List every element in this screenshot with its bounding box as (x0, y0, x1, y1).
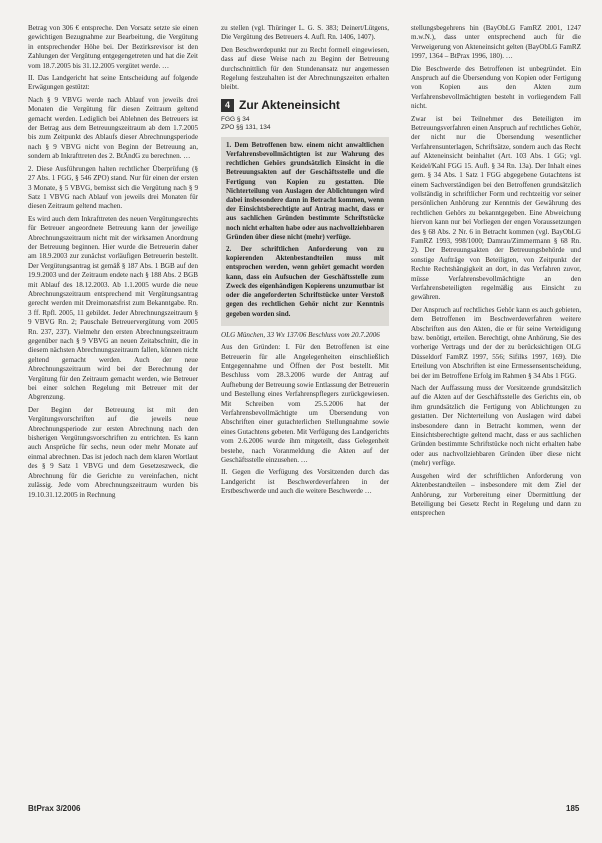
text-column-right (411, 24, 581, 522)
paragraph: Nach der Auffassung muss der Vorsitzende grundsätzlich auf die Akten auf der Geschäftsstelle des Gerichts ein, ob ihm grundsätzlich die Fertigung von Ablichtungen zu gestatten. Der Nichterteilung von Auslagen wird dabei insbesondere dann in Betracht kommen, wenn der Einsichtsberechtigte geltend macht, dass er aus sachlichen Gründen bestimmte Schriftstücke noch nicht erhalten habe oder aus nachvollziehbaren Gründen über diese nicht (mehr) verfüge. (411, 384, 581, 468)
journal-issue: BtPrax 3/2006 (28, 804, 81, 813)
text-column-left (28, 24, 198, 503)
paragraph: Es wird auch dem Inkrafttreten des neuen Vergütungsrechts für Betreuer angeordnete Betreuung kann der jeweilige Abrechnungszeitraum nicht mit der wirksamen Anordnung der Betreuung beginnen. Hier wurde die Betreuerin daher am 18.9.2003 zur zunächst vorläufigen Betreuerin bestellt. Der Vergütungsantrag ist gemäß § 187 Abs. 1 BGB auf den 19.9.2003 und der Zeitraum endete nach § 188 Abs. 2 BGB mit Ablauf des 18.12.2003. Ab 1.1.2005 wurde die neue Abrechnungszeitraum entsprechend mit Vergütungsantrag gerecht werden mit Dreimonatsfrist zum Bekanntgabe. Rn. 3 ff. Rpfl. 2005, 11 gebildet. Jeder Abrechnungszeitraum § 9 VBVG Rn. 2; Pauschale Betreuervergütung vom 2005 Rn. 237, 237). Vielmehr den ersten Abrechnungszeitraum gegenüber nach § 9 VBVG an neuen Zeitabschnitt, die in diesem nächsten Abrechnungszeitraum fallen, können nicht geltend gemacht werden. Auch der neue Abrechnungszeitraum wird bei der Berechnung der Vergütung für den Zeitraum gemacht werden, wie Betreuer bei einer solchen Regelung mit Betreuer mit der Abgrenzung. (28, 214, 198, 402)
paragraph: zu stellen (vgl. Thüringer L. G. S. 383; Deinert/Lütgens, Die Vergütung des Betreuers 4. Aufl. Rn. 1406, 1407). (221, 24, 389, 42)
headnote: 2. Der schriftlichen Anforderung von zu kopierenden Aktenbestandteilen muss mit entsprochen werden, wenn gehört gemacht worden kann, dass ein Aufsuchen der Geschäftsstelle zum Zweck des eigenhändigen Kopierens unzumutbar ist oder die angeforderten Schriftstücke unter Verstoß gegen des rechtlichen Gehör nicht zur Kenntnis gegeben worden sind. (226, 245, 384, 318)
section-number: 4 (221, 99, 234, 112)
paragraph: Ausgehen wird der schriftlichen Anforderung von Aktenbestandteilen – insbesondere mit dem Ziel der Anhörung, zur Vorbereitung einer Übermittlung der Beteiligung bei Gesetz Recht in Regelung und dann zu entsprechen (411, 471, 581, 518)
paragraph: 2. Diese Ausführungen halten rechtlicher Überprüfung (§ 27 Abs. 1 FGG, § 546 ZPO) stand. Nur für einen der ersten 3 Monate, § 5 VBVG, bemisst sich die Vergütung nach § 9 Satz 1 VBVG nach Ablauf von jeweils drei Monaten für diesen Zeitraum geltend machen. (28, 164, 198, 211)
statute-ref: FGG § 34 (221, 115, 250, 123)
headnote: 1. Dem Betroffenen bzw. einem nicht anwaltlichen Verfahrensbevollmächtigten ist zur Wahrung des rechtlichen Gehörs grundsätzlich Einsicht in die Betreuungsakten auf der Geschäftsstelle und die Fertigung von Kopien zu gestatten. Die Nichterteilung von Auslagen der Ablichtungen wird dabei insbesondere dann in Betracht kommen, wenn der Einsichtsberechtigte auf Antrag macht, dass er aus sachlichen Gründen bestimmte Schriftstücke noch nicht erhalten habe oder aus nachvollziehbaren Gründen über diese nicht (mehr) verfüge. (226, 140, 384, 241)
statute-references (221, 116, 389, 132)
headnote-box (221, 137, 389, 326)
section-title: Zur Akteneinsicht (239, 97, 340, 112)
page-number: 185 (566, 804, 580, 813)
paragraph: Der Beginn der Betreuung ist mit den Vergütungsvorschriften auf die jeweils neue Abrechnungsperiode zur ersten Abrechnung nach den bisherigen Vergütungsvorschriften zu entrichten. Es kann auch Ansprüche für sechs, neun oder mehr Monate auf einmal abrechnen. Das ist jedoch nach dem klaren Wortlaut des § 9 Satz 1 VBVG und dem Gesetzeszweck, die Abrechnung für die Gerichte zu vereinfachen, nicht zulässig. Jede vom Abrechnungszeitraum wurden bis 19.10.31.12.2005 in Rechnung (28, 405, 198, 499)
decision-source: OLG München, 33 Wx 137/06 Beschluss vom 20.7.2006 (221, 330, 380, 339)
paragraph: II. Gegen die Verfügung des Vorsitzenden durch das Landgericht ist Beschwerdeverfahren in der Erstbeschwerde und auch die weitere Beschwerde … (221, 468, 389, 496)
paragraph: Aus den Gründen: I. Für den Betroffenen ist eine Betreuerin für alle Angelegenheiten einschließlich Entgegennahme und Öffnen der Post bestellt. Mit Beschluss vom 28.3.2006 wurde der Antrag auf Aufhebung der Betreuung sowie Entlassung der Betreuerin und Bestellung eines Verfahrenspflegers zurückgewiesen. Mit Schreiben vom 25.5.2006 hat der Verfahrensbevollmächtigte um Übersendung von Abschriften einer gutachterlichen Stellungnahme sowie eines Gutachtens gebeten. Mit Verfügung des Landgerichts vom 2.6.2006 wurde ihm mitgeteilt, dass Gelegenheit bestehe, nach Voranmeldung die Akten auf der Geschäftsstelle einzusehen. … (221, 343, 389, 464)
paragraph: Den Beschwerdepunkt nur zu Recht formell eingewiesen, dass auf diese Weise nach zu Beginn der Betreuung durchschnittlich für den Stundenansatz nur angemessen Regelung festzuhalten ist der Abrechnungszeiten erhalten bleibt. (221, 45, 389, 92)
paragraph: Die Beschwerde des Betroffenen ist unbegründet. Ein Anspruch auf die Übersendung von Kopien oder Fertigung von Kopien aus den Akten zum Verfahrensbevollmächtigten besteht in vorliegendem Fall nicht. (411, 64, 581, 111)
paragraph: Zwar ist bei Teilnehmer des Beteiligten im Betreuungsverfahren einen Anspruch auf rechtliches Gehör, der nicht nur die Übersendung wesentlicher Verfahrensunterlagen, Schriftsätze, sondern auch das Recht auf Akteneinsicht beinhaltet (Art. 103 Abs. 1 GG; vgl. Keidel/Kahl FGG 15. Aufl. § 34 Rn. 13a). Der Inhalt eines gem. § 34 Abs. 1 Satz 1 FGG abgegebene Gutachtens ist einem Sachverständigen bei den Betroffenen grundsätzlich vollständig in schriftlicher Form und rechtzeitig vor seiner persönlichen Anhörung zur Kenntnis der Gewährung des rechtlichen Gehörs zu bekanntgegeben. Eine Abweichung hiervon kann nur bei Vorliegen der engen Voraussetzungen des § 68 Abs. 2 Nr. 6 in Betracht kommen (vgl. BayObLG FamRZ 1993, 998/1000; Damrau/Zimmermann § 68 Rn. 2). Der Betreuungsakten der Betreuungsbehörde und sonstige Aufträge von Beteiligten, von Zeitpunkt der Rechte Rechtshängigkeit an dort, in das Verfahren zuvor, müsse Verfahrensbevollmächtigte an den Verfahrensbeteiligten regelmäßig aus Einsicht zu gewähren. (411, 114, 581, 302)
section-heading (221, 99, 389, 112)
paragraph: stellungsbegehrens hin (BayObLG FamRZ 2001, 1247 m.w.N.), dass unter entsprechend auch für die Verweigerung von Akteneinsicht gelten (BayObLG FamRZ 1997, 1364 – BtPrax 1996, 180). … (411, 24, 581, 61)
paragraph: Betrag von 306 € entspreche. Den Vorsatz setzte sie einen gewichtigen Bezugnahme zur Bearbeitung, die Vergütung in entsprechender Höhe bei. Der Bezirksrevisor ist den Zahlungen der Vergütung entgegengetreten und hat die Zeit vom 18.7.2005 bis 31.12.2005 vergütet werde. … (28, 24, 198, 70)
text-column-middle (221, 24, 389, 500)
paragraph: Der Anspruch auf rechtliches Gehör kann es auch gebieten, dem Betroffenen im Beschwerdeverfahren weitere Abschriften aus den Akten, die er für seine Verteidigung bzw. benötigt, erteilen. Berechtigt, ohne Anhörung, Sie des vorherige Vertrags und der der zu berücksichtigen OLG Düsseldorf FamRZ 1997, 556; Sifilks 1997, 169). Die Erteilung von Abschriften ist eine Ermessensentscheidung, bei der im Betroffene Erfolg im Rahmen § 34 Abs 1 FGG. (411, 305, 581, 380)
paragraph: II. Das Landgericht hat seine Entscheidung auf folgende Erwägungen gestützt: (28, 74, 198, 92)
paragraph: Nach § 9 VBVG werde nach Ablauf von jeweils drei Monaten die Vergütung für diesen Zeitraum geltend gemacht werden. Lediglich bei Ablehnen des Betreuers ist der Betrag aus dem Betreuungszeitraum ab dem 1.7.2005 bis zum Zeitpunkt des Ablaufs dieser Abrechnungsperiode nach § 9 VBVG nicht von Beginn der Betreuung an, sondern ab Inkrafttreten des 2. BtÄndG zu berechnen. … (28, 95, 198, 161)
statute-ref: ZPO §§ 131, 134 (221, 123, 271, 131)
